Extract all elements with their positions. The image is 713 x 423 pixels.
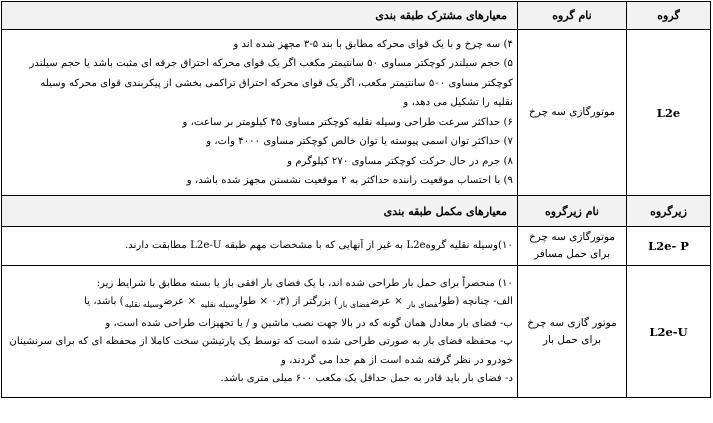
criteria-line: ۸) جرم در حال حرکت کوچکتر مساوی ۲۷۰ کیلوگرم و xyxy=(287,155,513,167)
criteria-line: ۱۰) منحصراً برای حمل بار طراحی شده اند، با یک فضای بار افقی باز یا بسته مطابق با شرایط زیر: xyxy=(96,277,513,289)
subgroup-name xyxy=(518,227,627,266)
group-row-l2e xyxy=(2,30,711,196)
subgroup-name xyxy=(518,266,627,398)
criteria-line: پ- محفظه فضای بار به صورتی طراحی شده است که توسط یک پارتیشن سخت کاملا از محفظه ای که برای سرنشینان xyxy=(9,336,513,347)
subgroup-header-row xyxy=(2,196,711,227)
criteria-line: خودرو در نظر گرفته شده است از هم جدا می گردند، و xyxy=(280,354,513,366)
group-criteria xyxy=(2,30,518,196)
criteria-line: د- فضای بار باید قادر به حمل حداقل یک مکعب ۶۰۰ میلی متری باشد. xyxy=(220,373,513,384)
subgroup-name-line: موتور گازی سه چرخ xyxy=(527,316,617,329)
classification-table xyxy=(1,1,711,398)
subgroup-name-line: موتورگازی سه چرخ xyxy=(528,231,616,243)
criteria-line: ۴) سه چرخ و با یک قوای محرکه مطابق با بند ۵-۳ مجهز شده اند و xyxy=(233,38,513,50)
criteria-line: نقلیه را تشکیل می دهد، و xyxy=(403,97,513,108)
criteria-line: ۹) با احتساب موقعیت راننده حداکثر به ۲ موقعیت نشستن مجهز شده باشد، و xyxy=(186,175,513,186)
header-row xyxy=(2,2,711,30)
group-name: موتورگازی سه چرخ xyxy=(518,30,627,196)
criteria-formula-line: الف- چنانچه (طول$_{فضای بار}$ × عرض$_{فضای بار}$) بزرگتر از (۰٫۳ × طول$_{وسیله نقلیه}$ × عرض$_{وسیله نقلیه}$) باشد، یا xyxy=(84,296,513,309)
subgroup-name-line: برای حمل مسافر xyxy=(533,248,611,260)
subgroup-row-l2e-u xyxy=(2,266,711,398)
header-complete-criteria: معیارهای مکمل طبقه بندی xyxy=(2,196,518,227)
criteria-line: ۵) حجم سیلندر کوچکتر مساوی ۵۰ سانتیمتر مکعب اگر یک قوای محرکه احتراق جرقه ای مثبت باشد یا حجم سیلندر xyxy=(29,58,513,69)
group-code: L2e xyxy=(627,30,711,196)
subgroup-criteria xyxy=(2,227,518,266)
header-subgroup: زیرگروه xyxy=(627,196,711,227)
criteria-line: کوچکتر مساوی ۵۰۰ سانتیمتر مکعب، اگر یک قوای محرکه احتراق تراکمی بخشی از پیکربندی قوای محرکه وسیله xyxy=(40,77,513,89)
subgroup-code: L2e-U xyxy=(627,266,711,398)
header-common-criteria: معیارهای مشترک طبقه بندی xyxy=(2,2,518,30)
criteria-line: ۷) حداکثر توان اسمی پیوسته یا توان خالص کوچکتر مساوی ۴۰۰۰ وات، و xyxy=(206,136,513,147)
subgroup-criteria xyxy=(2,266,518,398)
criteria-line: ۱۰)وسیله نقلیه گروهL2e به غیر از آنهایی که با مشخصات مهم طبقه L2e-U مطابقت دارند. xyxy=(125,240,513,252)
subgroup-row-l2e-p xyxy=(2,227,711,266)
criteria-line: ۶) حداکثر سرعت طراحی وسیله نقلیه کوچکتر مساوی ۴۵ کیلومتر بر ساعت، و xyxy=(182,116,513,128)
header-group: گروه xyxy=(627,2,711,30)
criteria-line: ب- فضای بار معادل همان گونه که در بالا جهت نصب ماشین و / یا تجهیزات طراحی شده است، و xyxy=(105,317,513,329)
header-group-name: نام گروه xyxy=(518,2,627,30)
subgroup-code: L2e- P xyxy=(627,227,711,266)
header-subgroup-name: نام زیرگروه xyxy=(518,196,627,227)
subgroup-name-line: برای حمل بار xyxy=(542,333,602,346)
